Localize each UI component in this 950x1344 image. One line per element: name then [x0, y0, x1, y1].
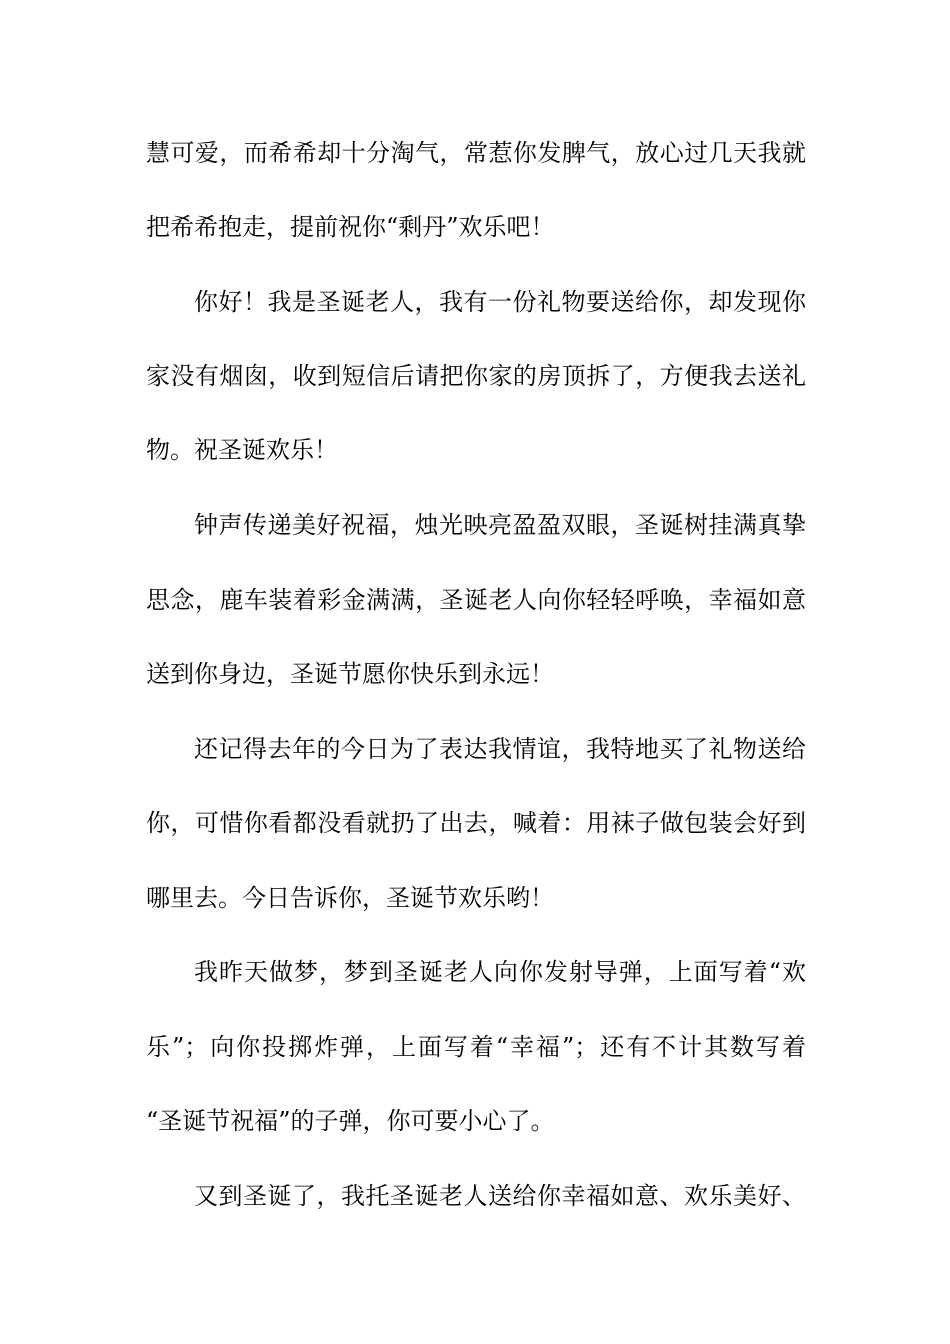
text-line: 物。祝圣诞欢乐！	[146, 436, 338, 464]
text-line: 乐”；向你投掷炸弹，上面写着“幸福”；还有不计其数写着	[146, 1033, 806, 1061]
text-line: “圣诞节祝福”的子弹，你可要小心了。	[146, 1107, 555, 1135]
paragraph-first-line: 还记得去年的今日为了表达我情谊，我特地买了礼物送给	[194, 735, 806, 763]
text-line: 送到你身边，圣诞节愿你快乐到永远！	[146, 660, 554, 688]
text-line: 把希希抱走，提前祝你“剩丹”欢乐吧！	[146, 213, 555, 241]
text-line: 慧可爱，而希希却十分淘气，常惹你发脾气，放心过几天我就	[146, 139, 806, 167]
text-line: 家没有烟囱，收到短信后请把你家的房顶拆了，方便我去送礼	[146, 362, 806, 390]
paragraph-first-line: 你好！我是圣诞老人，我有一份礼物要送给你，却发现你	[194, 288, 806, 316]
paragraph-first-line: 又到圣诞了，我托圣诞老人送给你幸福如意、欢乐美好、	[194, 1182, 806, 1210]
paragraph-first-line: 钟声传递美好祝福，烛光映亮盈盈双眼，圣诞树挂满真挚	[194, 511, 806, 539]
text-line: 哪里去。今日告诉你，圣诞节欢乐哟！	[146, 884, 554, 912]
paragraph-first-line: 我昨天做梦，梦到圣诞老人向你发射导弹，上面写着“欢	[194, 958, 806, 986]
text-line: 你，可惜你看都没看就扔了出去，喊着：用袜子做包装会好到	[146, 809, 806, 837]
text-line: 思念，鹿车装着彩金满满，圣诞老人向你轻轻呼唤，幸福如意	[146, 586, 806, 614]
